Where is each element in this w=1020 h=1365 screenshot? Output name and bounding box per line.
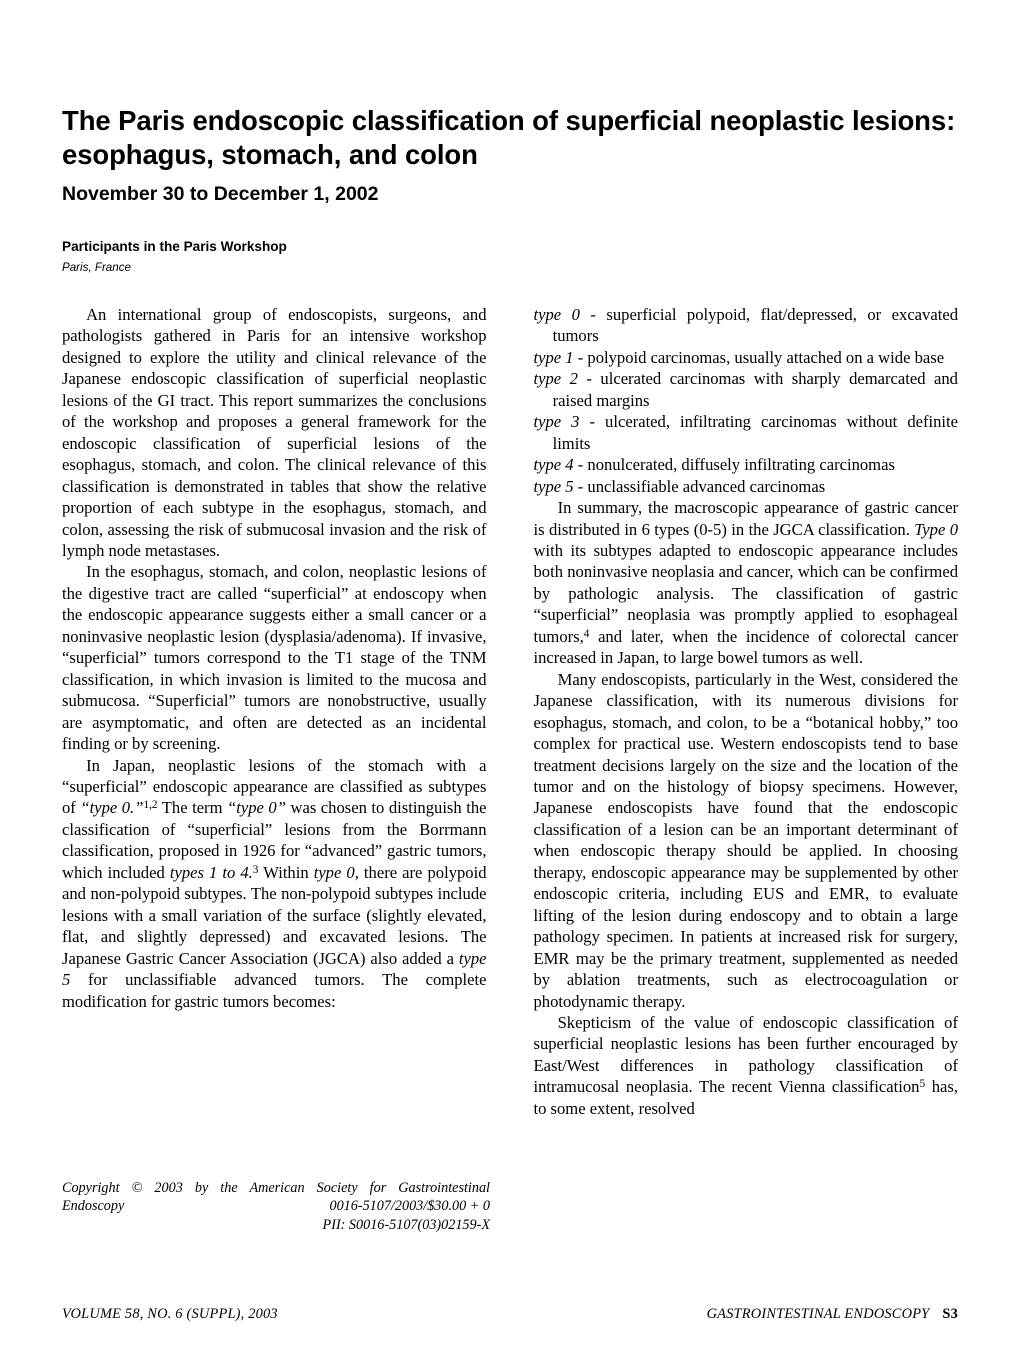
- type-text-2: - ulcerated carcinomas with sharply demarcated and raised margins: [552, 369, 958, 410]
- page-title: The Paris endoscopic classification of superficial neoplastic lesions: esophagus, stomach, and colon: [62, 105, 956, 170]
- summary-part-b: with its subtypes adapted to endoscopic appearance includes both noninvasive neoplasia and cancer, which can be confirmed by pathologic analysis. The classification of gastric “superficial” neoplasia was promptly applied to esophageal tumors,: [533, 540, 958, 646]
- list-item: [534, 347, 959, 368]
- article-body: [62, 304, 958, 1234]
- right-column: [534, 304, 959, 1234]
- para3-part-a: In Japan, neoplastic lesions of the stomach with a “superficial” endoscopic appearance are classified as subtypes of: [62, 755, 487, 818]
- type-text-4: - nonulcerated, diffusely infiltrating carcinomas: [573, 455, 895, 475]
- type-label-0: type 0: [533, 305, 580, 324]
- byline-affiliation: Paris, France: [62, 261, 131, 274]
- skepticism-part-b: has, to some extent, resolved: [533, 1077, 958, 1118]
- type-text-3: - ulcerated, infiltrating carcinomas without definite limits: [552, 412, 958, 453]
- type-label-1: type 1: [533, 347, 574, 367]
- copyright-pii: PII: S0016-5107(03)02159-X: [322, 1216, 490, 1233]
- paragraph-superficial-definition: In the esophagus, stomach, and colon, neoplastic lesions of the digestive tract are called “superficial” at endoscopy when the endoscopic appearance suggests either a small cancer or a noninvasive neoplastic lesion (dysplasia/adenoma). If invasive, “superficial” tumors correspond to the T1 stage of the TNM classification, in which invasion is limited to the mucosa and submucosa. “Superficial” tumors are nonobstructive, usually are asymptomatic, and often are detected as an incidental finding or by screening.: [62, 562, 487, 754]
- citation-ref-3: 3: [252, 863, 259, 876]
- para3-italic-type5: type 5: [62, 948, 487, 990]
- para3-part-b: The term: [157, 798, 228, 818]
- footer-page-number: S3: [942, 1306, 958, 1322]
- footer-volume-info: VOLUME 58, NO. 6 (SUPPL), 2003: [62, 1306, 278, 1322]
- summary-part-c: and later, when the incidence of colorectal cancer increased in Japan, to large bowel tumors as well.: [533, 626, 958, 668]
- paragraph-skepticism: [534, 1012, 959, 1119]
- type-text-1: - polypoid carcinomas, usually attached on a wide base: [573, 347, 945, 367]
- para3-part-d: Within: [258, 862, 314, 882]
- byline-authors: Participants in the Paris Workshop: [62, 239, 287, 254]
- footer-journal-name: GASTROINTESTINAL ENDOSCOPY: [706, 1306, 930, 1322]
- paragraph-intro: An international group of endoscopists, surgeons, and pathologists gathered in Paris for an intensive workshop designed to explore the utility and clinical relevance of the Japanese endoscopic classification of superficial neoplastic lesions of the GI tract. This report summarizes the conclusions of the workshop and proposes a general framework for the endoscopic classification of superficial lesions of the esophagus, stomach, and colon. The clinical relevance of this classification is demonstrated in tables that show the relative proportion of each subtype in the esophagus, stomach, and colon, assessing the risk of submucosal invasion and the risk of lymph node metastases.: [62, 305, 487, 560]
- type-label-4: type 4: [533, 455, 574, 475]
- summary-part-a: In summary, the macroscopic appearance of gastric cancer is distributed in 6 types (0-5) in the JGCA classification.: [533, 498, 958, 539]
- byline: [62, 238, 958, 275]
- type-label-3: type 3: [533, 412, 580, 432]
- copyright-line-1: Copyright © 2003 by the American Society for Gastrointestinal: [62, 1179, 490, 1196]
- type-text-5: - unclassifiable advanced carcinomas: [573, 476, 826, 496]
- jgca-type-list: [534, 304, 959, 497]
- copyright-journal-name: Endoscopy: [62, 1198, 125, 1214]
- type-label-5: type 5: [533, 476, 574, 496]
- paper-date-subtitle: November 30 to December 1, 2002: [62, 183, 379, 205]
- paragraph-many-endoscopists: Many endoscopists, particularly in the West, considered the Japanese classification, with its numerous divisions for esophagus, stomach, and colon, to be a “botanical hobby,” too complex for practical use. Western endoscopists tend to base treatment decisions largely on the size and the location of the tumor and on the histology of biopsy specimens. However, Japanese endoscopists have found that the endoscopic classification of a lesion can be an important determinant of when endoscopic therapy should be applied. In choosing therapy, endoscopic appearance may be supplemented by other endoscopic criteria, including EUS and EMR, to evaluate lifting of the lesion during endoscopy and to obtain a large pathology specimen. In patients at increased risk for surgery, EMR may be the primary treatment, supplemented as needed by ablation treatments, such as electrocoagulation or photodynamic therapy.: [533, 669, 958, 1011]
- para3-part-f: for unclassifiable advanced tumors. The complete modification for gastric tumors becomes:: [62, 970, 487, 1011]
- copyright-notice: [62, 1179, 490, 1235]
- para3-part-c: was chosen to distinguish the classification of “superficial” lesions from the Borrmann classification, proposed in 1926 for “advanced” gastric tumors, which included: [62, 798, 487, 882]
- right-column-text: [534, 497, 959, 1119]
- copyright-line-2: [62, 1197, 490, 1216]
- para3-italic-types1to4: types 1 to 4.: [169, 862, 253, 882]
- para3-italic-type0: “type 0”: [227, 798, 286, 818]
- list-item: [534, 411, 959, 454]
- citation-ref-1-2: 1,2: [143, 799, 158, 812]
- footer-right-group: [707, 1306, 958, 1323]
- copyright-issn-price: 0016-5107/2003/$30.00 + 0: [329, 1198, 490, 1214]
- type-label-2: type 2: [533, 369, 578, 389]
- para3-part-e: , there are polypoid and non-polypoid subtypes. The non-polypoid subtypes include lesions with a small variation of the surface (slightly elevated, flat, and slightly depressed) and excavated lesions. The Japanese Gastric Cancer Association (JGCA) also added a: [62, 862, 487, 968]
- type-text-0: - superficial polypoid, flat/depressed, or excavated tumors: [552, 305, 958, 346]
- left-column-text: [62, 304, 487, 1012]
- summary-italic-type0: Type 0: [914, 519, 958, 539]
- page-footer: [62, 1306, 958, 1323]
- list-item: [534, 454, 959, 475]
- list-item: [534, 368, 959, 411]
- para3-italic-type0-quoted: “type 0.”: [80, 798, 144, 818]
- para3-italic-type0-within: type 0: [313, 862, 355, 882]
- left-column: [62, 304, 490, 1234]
- list-item: [534, 304, 959, 347]
- citation-ref-4: 4: [583, 627, 590, 640]
- paper-header: [62, 0, 958, 275]
- paragraph-summary: [534, 497, 959, 669]
- paragraph-japan-type0: [62, 755, 487, 1012]
- list-item: [534, 476, 959, 497]
- skepticism-part-a: Skepticism of the value of endoscopic classification of superficial neoplastic lesions has been further encouraged by East/West differences in pathology classification of intramucosal neoplasia. The recent Vienna classification: [533, 1012, 958, 1097]
- citation-ref-5: 5: [919, 1078, 926, 1091]
